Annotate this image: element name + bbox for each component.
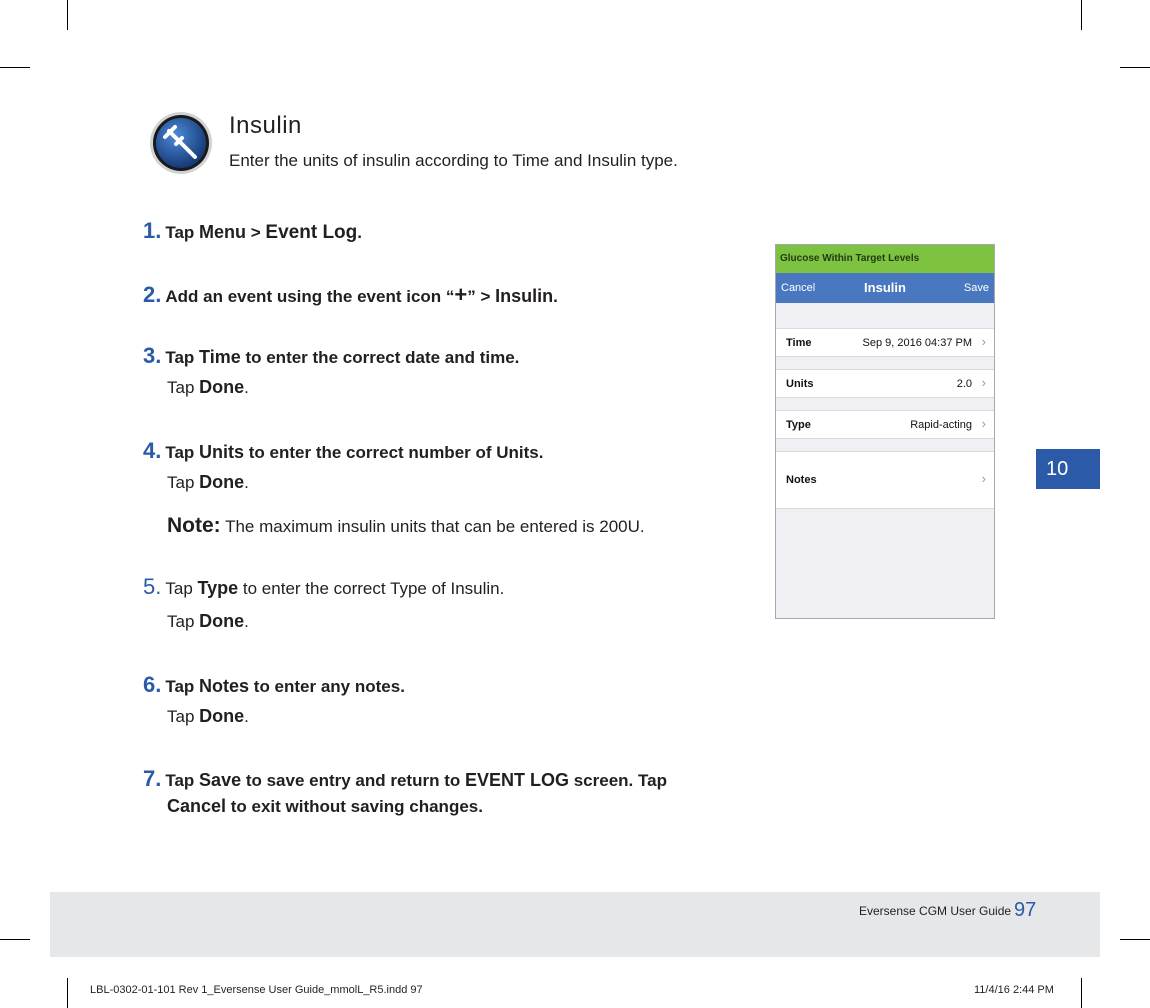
save-button[interactable]: Save [963, 282, 989, 294]
nav-title: Insulin [864, 280, 906, 295]
crop-mark [1120, 939, 1150, 940]
print-slug-date: 11/4/16 2:44 PM [974, 984, 1054, 996]
units-row[interactable]: Units 2.0 › [776, 369, 994, 398]
step-1: 1. Tap Menu > Event Log. [143, 218, 362, 243]
chevron-right-icon: › [981, 375, 986, 390]
crop-mark [67, 978, 68, 1008]
insulin-screen-screenshot [775, 244, 995, 619]
step-4: 4. Tap Units to enter the correct number of Units. [143, 438, 544, 463]
tap-done-3: Tap Done. [167, 377, 249, 397]
glucose-status-banner: Glucose Within Target Levels [776, 245, 994, 273]
crop-mark [1081, 0, 1082, 30]
page-title: Insulin [229, 112, 302, 139]
crop-mark [0, 939, 30, 940]
syringe-icon [149, 111, 213, 175]
tap-done-5: Tap Done. [167, 611, 249, 631]
crop-mark [1081, 978, 1082, 1008]
print-slug-file: LBL-0302-01-101 Rev 1_Eversense User Guide_mmolL_R5.indd 97 [90, 984, 423, 996]
plus-icon: + [454, 282, 468, 307]
chevron-right-icon: › [981, 416, 986, 431]
crop-mark [0, 67, 30, 68]
note: Note: The maximum insulin units that can be entered is 200U. [167, 514, 645, 537]
chevron-right-icon: › [981, 471, 986, 486]
time-row[interactable]: Time Sep 9, 2016 04:37 PM › [776, 328, 994, 357]
footer-bar [50, 892, 1100, 957]
page-number: 97 [1014, 899, 1037, 921]
step-2: 2. Add an event using the event icon “+” > Insulin. [143, 282, 558, 307]
cancel-button[interactable]: Cancel [781, 282, 816, 294]
step-5: 5. Tap Type to enter the correct Type of Insulin. [143, 574, 505, 599]
step-3: 3. Tap Time to enter the correct date and time. [143, 343, 520, 368]
step-7: 7. Tap Save to save entry and return to EVENT LOG screen. Tap [143, 766, 667, 791]
page-subtitle: Enter the units of insulin according to Time and Insulin type. [229, 151, 678, 170]
tap-done-4: Tap Done. [167, 472, 249, 492]
notes-row[interactable]: Notes › [776, 451, 994, 509]
chapter-tab: 10 [1036, 449, 1100, 489]
type-row[interactable]: Type Rapid-acting › [776, 410, 994, 439]
nav-bar [776, 273, 994, 303]
crop-mark [67, 0, 68, 30]
chevron-right-icon: › [981, 334, 986, 349]
step-7-line-2: Cancel to exit without saving changes. [167, 796, 483, 816]
tap-done-6: Tap Done. [167, 706, 249, 726]
footer-guide-title: Eversense CGM User Guide [859, 904, 1012, 918]
crop-mark [1120, 67, 1150, 68]
step-6: 6. Tap Notes to enter any notes. [143, 672, 405, 697]
